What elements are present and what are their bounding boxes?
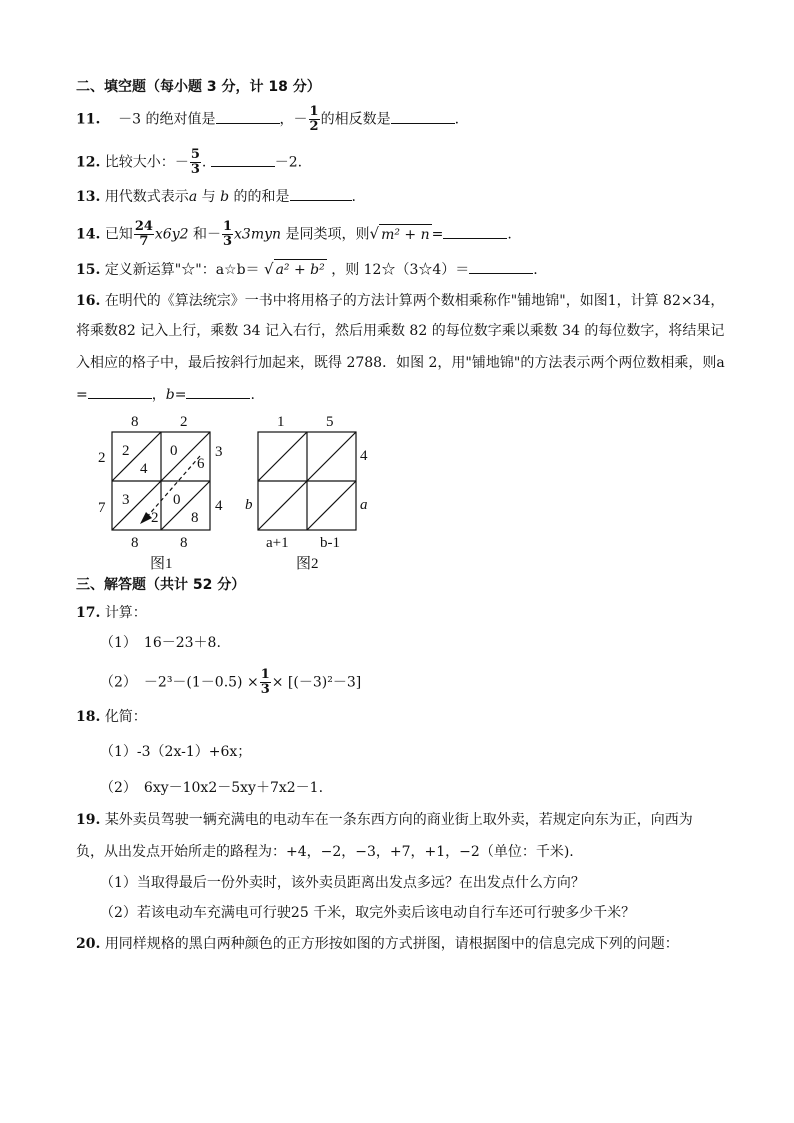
fig1-bottom-1: 8 [131, 535, 139, 551]
question-text: ， [279, 111, 294, 128]
question-17-part-1: （1） 16－23＋8. [100, 635, 221, 651]
answer-blank[interactable] [443, 224, 507, 239]
fig2-right-1: 4 [360, 448, 368, 464]
question-number: 18. [76, 709, 101, 725]
fig1-left-2: 7 [98, 500, 106, 516]
answer-blank[interactable] [290, 186, 352, 201]
fig2-bottom-1: a+1 [266, 535, 289, 551]
question-number: 15. [76, 262, 101, 278]
fig1-bottom-2: 8 [180, 535, 188, 551]
sqrt-sign: √ [369, 224, 380, 243]
question-17: 17. 计算： [76, 605, 147, 621]
fraction: $\frac{5}{3}$ [190, 147, 200, 177]
question-11: 11. －3 的绝对值是 ，－ $\frac{1}{2}$ 的相反数是 . [76, 104, 460, 134]
section-title-fill-in: 二、填空题（每小题 3 分，计 18 分） [76, 79, 321, 95]
fraction: $\frac{1}{3}$ [222, 219, 233, 249]
fig2-caption: 图2 [296, 556, 319, 572]
question-number: 13. [76, 189, 101, 205]
figure-2 [258, 432, 356, 530]
question-19-part-1: （1）当取得最后一份外卖时，该外卖员距离出发点多远？在出发点什么方向？ [100, 875, 585, 891]
question-number: 20. [76, 936, 101, 952]
answer-blank[interactable] [216, 109, 280, 124]
question-16-line-2: 将乘数82 记入上行，乘数 34 记入右行，然后用乘数 82 的每位数字乘以乘数 34 的每位数字，将结果记 [76, 323, 725, 339]
question-16-line-1: 16. 在明代的《算法统宗》一书中将用格子的方法计算两个数相乘称作"铺地锦"，如图1，计算 82×34， [76, 293, 725, 309]
fig1-cell: 3 [122, 492, 130, 508]
question-13: 13. 用代数式表示a 与 b 的的和是 . [76, 186, 356, 207]
question-19-part-2: （2）若该电动车充满电可行驶25 千米，取完外卖后该电动自行车还可行驶多少千米？ [100, 905, 636, 921]
question-18-part-2: （2） 6xy－10x2－5xy＋7x2－1. [100, 780, 324, 796]
fraction: $\frac{1}{3}$ [260, 667, 270, 697]
minus-sign: － [293, 111, 308, 128]
question-number: 12. [76, 154, 101, 171]
question-15: 15. 定义新运算"☆"：a☆b＝ √ a² + b² ，则 12☆（3☆4）＝ . [76, 260, 538, 278]
fig2-left: b [245, 497, 253, 513]
question-20: 20. 用同样规格的黑白两种颜色的正方形按如图的方式拼图，请根据图中的信息完成下列的问题： [76, 936, 679, 952]
lattice-figures [88, 410, 388, 575]
question-16-line-4: = ，b= . [76, 384, 255, 405]
question-text: 比较大小： [104, 154, 175, 171]
fig1-right-2: 6 [197, 456, 205, 472]
question-19-line-2: 负，从出发点开始所走的路程为：+4，−2，−3，+7，+1，−2（单位：千米). [76, 844, 574, 860]
fig1-right-1: 3 [215, 444, 223, 460]
question-number: 19. [76, 812, 101, 828]
question-number: 16. [76, 293, 101, 309]
fig1-cell: 2 [122, 443, 130, 459]
fig1-cell: 0 [173, 492, 181, 508]
question-number: 17. [76, 605, 101, 621]
fig1-left-1: 2 [98, 450, 106, 466]
fig2-bottom-2: b-1 [320, 535, 340, 551]
question-text: 的相反数是 [320, 111, 391, 128]
sqrt-sign: √ [264, 260, 274, 278]
fig2-top-2: 5 [326, 414, 334, 430]
fig1-cell: 2 [151, 510, 159, 526]
answer-blank[interactable] [391, 109, 455, 124]
question-14: 14. 已知 $\frac{24}{7}$ x6y2 和－ $\frac{1}{3}$ x3myn 是同类项，则√ m² + n = . [76, 219, 512, 249]
question-18-part-1: （1）-3（2x-1）+6x； [100, 744, 252, 760]
section-title-solve: 三、解答题（共计 52 分） [76, 577, 246, 593]
fig2-right-2: a [360, 497, 368, 513]
fig2-top-1: 1 [277, 414, 285, 430]
fig1-right-3: 4 [215, 498, 223, 514]
answer-blank-b[interactable] [186, 384, 250, 399]
fig1-cell: 4 [140, 461, 148, 477]
fig1-cell: 8 [191, 510, 199, 526]
question-16-line-3: 入相应的格子中，最后按斜行加起来，既得 2788．如图 2，用"铺地锦"的方法表示两个两位数相乘，则a [76, 355, 725, 371]
question-17-part-2: （2） －2³－(1－0.5) × $\frac{1}{3}$ × [(－3)²－3] [100, 667, 362, 697]
fig1-top-2: 2 [180, 414, 188, 430]
answer-blank-a[interactable] [88, 384, 152, 399]
question-18: 18. 化简： [76, 709, 147, 725]
fig1-cell: 0 [170, 443, 178, 459]
question-text: －3 的绝对值是 [118, 111, 216, 128]
answer-blank[interactable] [469, 259, 533, 274]
question-number: 11. [76, 111, 101, 128]
question-number: 14. [76, 226, 101, 243]
fraction: $\frac{1}{2}$ [309, 104, 319, 134]
question-19-line-1: 19. 某外卖员驾驶一辆充满电的电动车在一条东西方向的商业街上取外卖，若规定向东为正，向西为 [76, 812, 693, 828]
question-12: 12. 比较大小：－ $\frac{5}{3}$ . －2. [76, 147, 303, 177]
question-text: 用代数式表示 [104, 189, 189, 205]
fig1-caption: 图1 [150, 556, 173, 572]
fraction: $\frac{24}{7}$ [134, 219, 153, 249]
answer-blank[interactable] [211, 152, 275, 167]
fig1-top-1: 8 [131, 414, 139, 430]
